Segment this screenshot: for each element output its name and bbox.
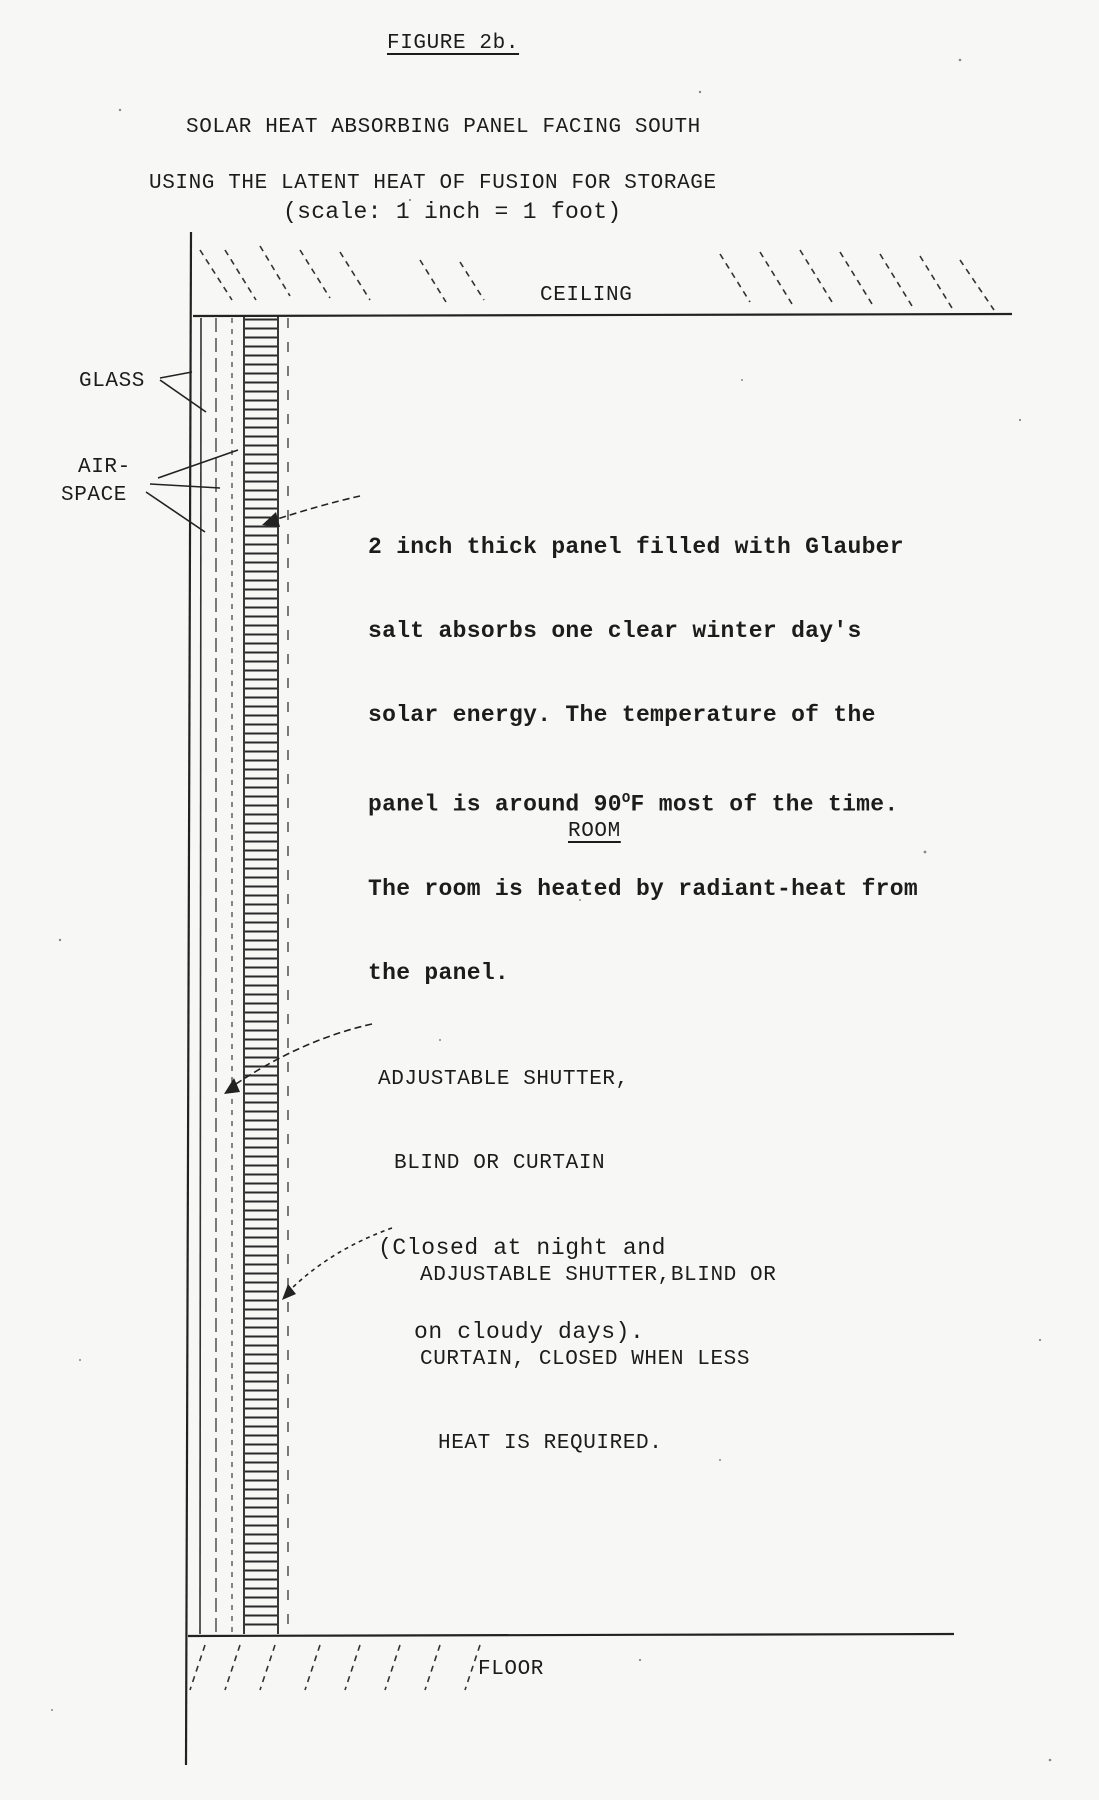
panel-note-line-4b: F most of the time. (630, 791, 899, 818)
inner-shutter-line-2: CURTAIN, CLOSED WHEN LESS (420, 1348, 751, 1371)
airspace-leader-1 (158, 450, 238, 478)
room-label: ROOM (568, 820, 621, 843)
inner-shutter-line-3: HEAT IS REQUIRED. (438, 1432, 663, 1455)
airspace-leader-3 (146, 492, 205, 532)
floor-hatching (190, 1645, 480, 1690)
glauber-salt-panel (245, 318, 277, 1632)
glass-leader-2 (160, 380, 206, 412)
figure-title: SOLAR HEAT ABSORBING PANEL FACING SOUTH (186, 116, 701, 139)
outer-shutter-line-4: on cloudy days). (414, 1319, 645, 1345)
panel-note-line-1: 2 inch thick panel filled with Glauber (368, 534, 904, 560)
floor-label: FLOOR (478, 1658, 545, 1681)
degree-mark: O (621, 791, 631, 807)
figure-scale: (scale: 1 inch = 1 foot) (283, 199, 622, 225)
panel-note-line-2: salt absorbs one clear winter day's (368, 618, 862, 644)
glass-leader-1 (160, 372, 192, 378)
ceiling-label: CEILING (540, 284, 633, 307)
glass-label: GLASS (79, 370, 146, 393)
outer-glass-line (200, 318, 201, 1634)
panel-note-line-6: the panel. (368, 959, 510, 986)
outer-shutter-line-1: ADJUSTABLE SHUTTER, (378, 1068, 629, 1091)
panel-note-line-4 (368, 785, 918, 819)
outer-wall-line (186, 232, 191, 1765)
panel-note-line-3: solar energy. The temperature of the (368, 702, 876, 728)
airspace-leader-2 (150, 484, 220, 488)
panel-note-line-5: The room is heated by radiant-heat from (368, 875, 918, 902)
figure-subtitle: USING THE LATENT HEAT OF FUSION FOR STORAGE (149, 172, 717, 195)
inner-shutter-note (420, 1206, 776, 1486)
space-label: SPACE (61, 484, 128, 507)
inner-shutter-leader (288, 1228, 392, 1292)
ceiling-line (193, 314, 1012, 316)
air-label: AIR- (78, 456, 131, 479)
panel-note-line-4a: panel is around 90 (368, 791, 622, 818)
figure-number: FIGURE 2b. (387, 32, 520, 55)
panel-leader (268, 496, 360, 522)
panel-description (368, 477, 918, 1015)
inner-shutter-line-1: ADJUSTABLE SHUTTER,BLIND OR (420, 1264, 777, 1287)
floor-line (188, 1634, 954, 1636)
outer-shutter-line-2: BLIND OR CURTAIN (394, 1152, 606, 1175)
outer-shutter-line-3: (Closed at night and (378, 1235, 667, 1261)
